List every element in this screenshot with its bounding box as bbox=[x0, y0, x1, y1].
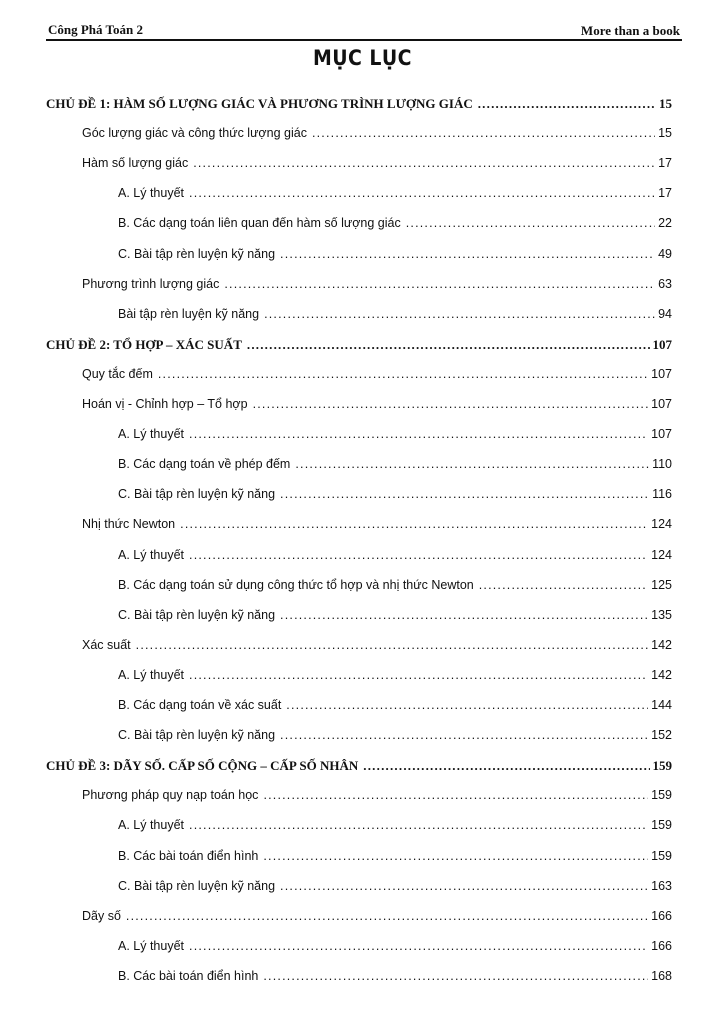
dot-leader bbox=[189, 668, 648, 682]
toc-entry-label: B. Các bài toán điển hình bbox=[118, 968, 259, 983]
toc-entry bbox=[82, 909, 672, 931]
toc-chapter bbox=[46, 337, 672, 359]
dot-leader bbox=[189, 939, 648, 953]
toc-entry-label: CHỦ ĐỀ 2: TỔ HỢP – XÁC SUẤT bbox=[46, 336, 242, 352]
toc-entry bbox=[118, 548, 672, 570]
toc-entry-label: A. Lý thuyết bbox=[118, 186, 185, 201]
toc-entry-page-number: 49 bbox=[658, 246, 672, 261]
dot-leader bbox=[280, 247, 655, 261]
toc-entry-page-number: 135 bbox=[651, 607, 672, 622]
toc-entry-page-number: 159 bbox=[652, 758, 672, 774]
toc-entry bbox=[118, 186, 672, 208]
toc-entry-label: B. Các dạng toán về xác suất bbox=[118, 698, 282, 712]
toc-entry-page-number: 17 bbox=[658, 186, 672, 201]
dot-leader bbox=[280, 879, 648, 893]
toc-entry-label: Dãy số bbox=[82, 908, 121, 923]
dot-leader bbox=[263, 788, 648, 802]
toc-entry bbox=[118, 668, 672, 690]
dot-leader bbox=[189, 548, 648, 562]
dot-leader bbox=[263, 849, 648, 863]
toc-entry-page-number: 107 bbox=[652, 336, 672, 352]
dot-leader bbox=[280, 728, 648, 742]
toc-entry-page-number: 116 bbox=[652, 487, 672, 502]
dot-leader bbox=[478, 96, 656, 112]
toc-entry-page-number: 107 bbox=[651, 397, 672, 411]
toc-entry bbox=[118, 247, 672, 269]
toc-entry-label: Hoán vị - Chỉnh hợp – Tổ hợp bbox=[82, 397, 248, 411]
toc-entry bbox=[118, 427, 672, 449]
toc-entry bbox=[118, 307, 672, 329]
dot-leader bbox=[264, 307, 655, 321]
toc-entry bbox=[82, 367, 672, 389]
toc-entry-page-number: 17 bbox=[658, 156, 672, 171]
toc-entry bbox=[118, 698, 672, 720]
toc-entry-label: Góc lượng giác và công thức lượng giác bbox=[82, 126, 307, 141]
dot-leader bbox=[158, 367, 648, 381]
toc-entry-label: A. Lý thuyết bbox=[118, 667, 185, 682]
toc-entry-page-number: 159 bbox=[651, 848, 672, 863]
toc-entry-page-number: 125 bbox=[651, 577, 672, 592]
toc-entry-label: B. Các dạng toán liên quan đến hàm số lượng giác bbox=[118, 216, 401, 231]
toc-entry-page-number: 94 bbox=[658, 306, 672, 321]
toc-entry-page-number: 107 bbox=[651, 366, 672, 381]
toc-entry-page-number: 159 bbox=[651, 788, 672, 803]
toc-entry bbox=[118, 216, 672, 238]
toc-entry-page-number: 142 bbox=[651, 667, 672, 682]
toc-entry-label: C. Bài tập rèn luyện kỹ năng bbox=[118, 246, 276, 261]
toc-entry-label: B. Các dạng toán sử dụng công thức tổ hợp và nhị thức Newton bbox=[118, 577, 474, 592]
toc-entry bbox=[118, 728, 672, 750]
toc-entry bbox=[118, 487, 672, 509]
toc-entry-page-number: 144 bbox=[651, 698, 672, 712]
toc-entry-label: Hàm số lượng giác bbox=[82, 156, 189, 171]
toc-entry bbox=[82, 156, 672, 178]
toc-entry bbox=[118, 818, 672, 840]
toc-entry bbox=[118, 879, 672, 901]
toc-entry bbox=[118, 969, 672, 991]
toc-entry-label: CHỦ ĐỀ 1: HÀM SỐ LƯỢNG GIÁC VÀ PHƯƠNG TRÌNH LƯỢNG GIÁC bbox=[46, 96, 473, 111]
dot-leader bbox=[363, 758, 649, 774]
toc-entry-label: B. Các bài toán điển hình bbox=[118, 848, 259, 863]
dot-leader bbox=[312, 126, 655, 140]
toc-entry bbox=[82, 277, 672, 299]
book-slogan: More than a book bbox=[580, 23, 680, 38]
toc-entry bbox=[82, 788, 672, 810]
toc-entry bbox=[118, 849, 672, 871]
toc-entry-label: Xác suất bbox=[82, 637, 131, 652]
toc-entry-label: Nhị thức Newton bbox=[82, 517, 176, 532]
toc-entry-label: A. Lý thuyết bbox=[118, 547, 185, 562]
dot-leader bbox=[280, 608, 648, 622]
dot-leader bbox=[189, 818, 648, 832]
toc-entry-page-number: 15 bbox=[658, 126, 672, 141]
dot-leader bbox=[126, 909, 648, 923]
toc-entry-page-number: 163 bbox=[651, 878, 672, 893]
toc-chapter bbox=[46, 758, 672, 780]
dot-leader bbox=[479, 578, 648, 592]
toc-entry bbox=[118, 457, 672, 479]
dot-leader bbox=[189, 427, 648, 441]
dot-leader bbox=[224, 277, 655, 291]
toc-entry-label: A. Lý thuyết bbox=[118, 938, 185, 953]
toc-entry-page-number: 159 bbox=[651, 818, 672, 833]
toc-entry-label: C. Bài tập rèn luyện kỹ năng bbox=[118, 878, 276, 893]
toc-entry-page-number: 142 bbox=[651, 637, 672, 652]
toc-entry-label: C. Bài tập rèn luyện kỹ năng bbox=[118, 487, 276, 502]
toc-entry-label: B. Các dạng toán về phép đếm bbox=[118, 457, 291, 472]
toc-entry bbox=[82, 126, 672, 148]
dot-leader bbox=[180, 517, 648, 531]
page-title: MỤC LỤC bbox=[312, 46, 413, 70]
toc-entry-page-number: 166 bbox=[651, 938, 672, 953]
toc-entry-page-number: 152 bbox=[651, 728, 672, 743]
dot-leader bbox=[295, 457, 649, 471]
toc-entry-label: C. Bài tập rèn luyện kỹ năng bbox=[118, 728, 276, 743]
toc-entry-page-number: 22 bbox=[658, 216, 672, 231]
toc-entry-page-number: 107 bbox=[651, 427, 672, 442]
toc-entry-page-number: 110 bbox=[652, 457, 672, 472]
toc-entry-page-number: 63 bbox=[658, 276, 672, 291]
toc-entry-label: A. Lý thuyết bbox=[118, 427, 185, 442]
toc-entry-page-number: 124 bbox=[651, 547, 672, 562]
dot-leader bbox=[253, 397, 649, 411]
toc-entry-page-number: 166 bbox=[651, 908, 672, 923]
dot-leader bbox=[280, 487, 649, 501]
toc-entry-label: Phương pháp quy nạp toán học bbox=[82, 788, 259, 803]
toc-entry bbox=[82, 397, 672, 419]
dot-leader bbox=[193, 156, 655, 170]
toc-entry bbox=[82, 517, 672, 539]
toc-entry-page-number: 124 bbox=[651, 517, 672, 532]
toc-entry-label: Bài tập rèn luyện kỹ năng bbox=[118, 306, 260, 321]
dot-leader bbox=[263, 969, 648, 983]
toc-entry-page-number: 168 bbox=[651, 968, 672, 983]
toc-entry bbox=[118, 578, 672, 600]
toc-entry-label: Quy tắc đếm bbox=[82, 366, 153, 381]
toc-entry bbox=[118, 608, 672, 630]
dot-leader bbox=[247, 337, 650, 353]
toc-entry-label: Phương trình lượng giác bbox=[82, 276, 220, 291]
toc-entry-label: C. Bài tập rèn luyện kỹ năng bbox=[118, 607, 276, 622]
dot-leader bbox=[136, 638, 649, 652]
toc-entry-label: A. Lý thuyết bbox=[118, 818, 185, 833]
toc-entry-label: CHỦ ĐỀ 3: DÃY SỐ. CẤP SỐ CỘNG – CẤP SỐ NHÂN bbox=[46, 758, 359, 774]
book-title: Công Phá Toán 2 bbox=[48, 22, 144, 37]
toc-entry-page-number: 15 bbox=[659, 96, 672, 111]
dot-leader bbox=[286, 698, 648, 712]
dot-leader bbox=[189, 186, 655, 200]
toc-entry bbox=[82, 638, 672, 660]
toc-entry bbox=[118, 939, 672, 961]
toc-chapter bbox=[46, 96, 672, 118]
dot-leader bbox=[406, 216, 655, 230]
